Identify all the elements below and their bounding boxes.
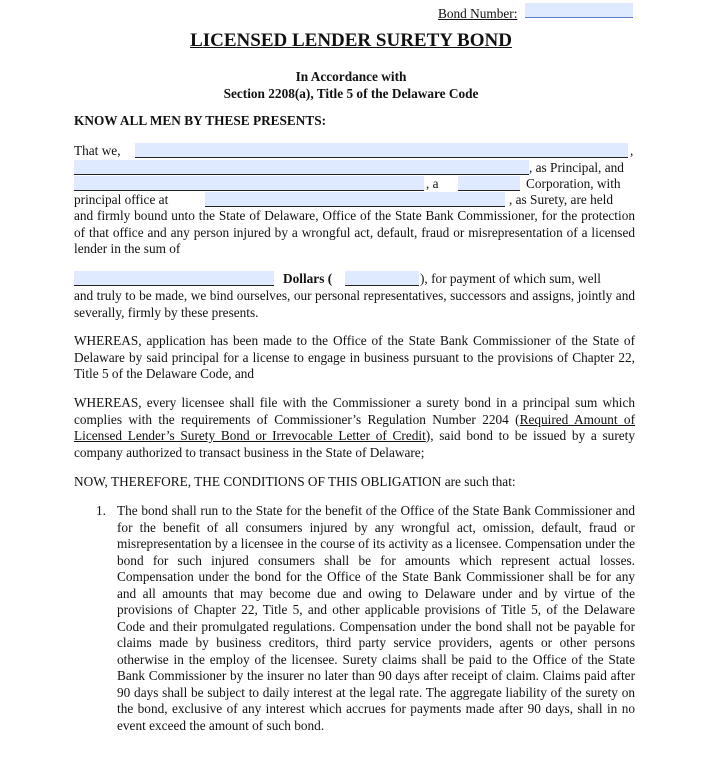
that-we-label: That we, (74, 143, 121, 158)
bound-paragraph: and firmly bound unto the State of Delaware, Office of the State Bank Commissioner, for the protection of that office and any person injured by a wrongful act, default, fraud or misrepresentation of a licensed lender in the sum of (74, 208, 635, 256)
regulation-link[interactable]: Required Amount of Licensed Lender’s Surety Bond or Irrevocable Letter of Credit (74, 411, 636, 443)
dollars-label: Dollars ( (283, 271, 333, 286)
corporation-label: Corporation, with (526, 176, 621, 191)
whereas-licensee-paragraph: WHEREAS, every licensee shall file with the Commissioner a surety bond in a principal sum which complies with the requirements of Commissioner’s Regulation Number 2204 (Required Amount of Licensed Lender’s Surety Bond or Irrevocable Letter of Credit), said bond to be issued by a surety company authorized to transact business in the State of Delaware; (74, 395, 636, 460)
bond-number-field[interactable] (525, 3, 633, 18)
bond-document: Bond Number: LICENSED LENDER SURETY BOND In Accordance with Section 2208(a), Title 5 of the Delaware Code KNOW ALL MEN BY THESE PRESENTS: That we, , , as Principal, and , a Corporation, with principal office at , as Surety, are held and firmly bound unto the State of Delaware, Office of the State Bank Commissioner, for the protection of that office and any person injured by a wrongful act, default, fraud or misrepresentation of a licensed lender in the sum of Dollars ( ), for payment of which sum, well and truly to be made, we bind ourselves, our personal representatives, successors and assigns, jointly and severally, firmly by these presents. WHEREAS, application has been made to the Office of the State Bank Commissioner of the State of Delaware by said principal for a license to engage in business pursuant to the provisions of Chapter 22, Title 5 of the Delaware Code, and WHEREAS, every licensee shall file with the Commissioner a surety bond in a principal sum which complies with the requirements of Commissioner’s Regulation Number 2204 (Required Amount of Licensed Lender’s Surety Bond or Irrevocable Letter of Credit), said bond to be issued by a surety company authorized to transact business in the State of Delaware; NOW, THEREFORE, THE CONDITIONS OF THIS OBLIGATION are such that: 1. The bond shall run to the State for the benefit of the Office of the State Bank Commissioner and for the benefit of all consumers injured by any wrongful act, omission, default, fraud or misrepresentation by a licensee in the course of its activity as a licensee. Compensation under the bond for such injured consumers shall be for amounts which represent actual losses. Compensation under the bond for the Office of the State Bank Commissioner shall be for any and all amounts that may become due and owing to Delaware under and by virtue of the provisions of Chapter 22, Title 5, and other applicable provisions of Title 5, of the Delaware Code and their promulgated regulations. Compensation under the bond shall not be payable for claims made by business creditors, third party service providers, agents or other persons otherwise in the employ of the licensee. Surety claims shall be paid to the Office of the State Bank Commissioner by the insurer no later than 90 days after receipt of claim. Claims paid after 90 days shall be subject to daily interest at the legal rate. The aggregate liability of the surety on the bond, exclusive of any interest which accrues for payments made after 90 days, shall in no event exceed the amount of such bond. (0, 0, 702, 765)
sum-paragraph: and truly to be made, we bind ourselves, our personal representatives, successors and assigns, jointly and severally, firmly by these presents. (74, 288, 635, 320)
know-all-men-heading: KNOW ALL MEN BY THESE PRESENTS: (74, 113, 327, 128)
payment-label: ), for payment of which sum, well (420, 271, 601, 286)
bond-number-row (438, 3, 633, 23)
document-subtitle: In Accordance with Section 2208(a), Title 5 of the Delaware Code (223, 69, 479, 101)
amount-number-field[interactable] (345, 271, 419, 286)
principal-name-field-2[interactable] (74, 160, 529, 175)
principal-name-field[interactable] (135, 143, 628, 158)
now-therefore-heading: NOW, THEREFORE, THE CONDITIONS OF THIS OBLIGATION are such that: (74, 474, 516, 489)
bond-number-label: Bond Number: (438, 6, 518, 21)
condition-text: The bond shall run to the State for the benefit of the Office of the State Bank Commissioner and for the benefit of all consumers injured by any wrongful act, omission, default, fraud or misrepresentation by a licensee in the course of its activity as a licensee. Compensation under the bond for such injured consumers shall be for amounts which represent actual losses. Compensation under the bond for the Office of the State Bank Commissioner shall be for any and all amounts that may become due and owing to Delaware under and by virtue of the provisions of Chapter 22, Title 5, and other applicable provisions of Title 5, of the Delaware Code and their promulgated regulations. Compensation under the bond shall not be payable for claims made by business creditors, third party service providers, agents or other persons otherwise in the employ of the licensee. Surety claims shall be paid to the Office of the State Bank Commissioner by the insurer no later than 90 days after receipt of claim. Claims paid after 90 days shall be subject to daily interest at the legal rate. The aggregate liability of the surety on the bond, exclusive of any interest which accrues for payments made after 90 days, shall in no event exceed the amount of such bond. (117, 503, 635, 733)
as-surety-label: , as Surety, are held (509, 192, 613, 207)
as-principal-label: , as Principal, and (529, 160, 624, 175)
condition-number: 1. (96, 503, 106, 518)
document-title: LICENSED LENDER SURETY BOND (190, 30, 512, 51)
whereas-application-paragraph: WHEREAS, application has been made to the Office of the State Bank Commissioner of the State of Delaware by said principal for a license to engage in business pursuant to the provisions of Chapter 22, Title 5 of the Delaware Code, and (74, 333, 635, 381)
amount-words-field[interactable] (74, 271, 274, 286)
principal-address-field[interactable] (74, 176, 424, 191)
surety-name-field[interactable] (205, 192, 505, 207)
principal-office-label: principal office at (74, 192, 169, 207)
corporation-state-field[interactable] (458, 176, 520, 191)
